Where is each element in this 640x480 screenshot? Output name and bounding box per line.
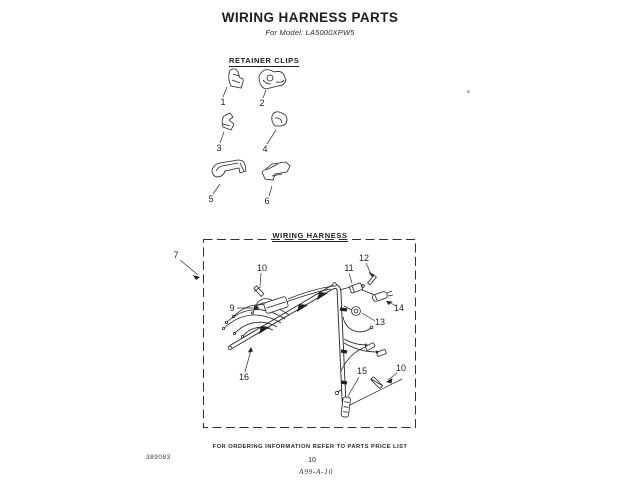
retainer-clip-part-1 — [220, 69, 243, 107]
svg-text:15: 15 — [356, 366, 368, 376]
svg-text:12: 12 — [358, 253, 370, 263]
connector-14 — [362, 290, 393, 302]
svg-text:14: 14 — [393, 303, 405, 313]
callout-12 — [359, 253, 376, 285]
callout-15 — [348, 366, 367, 396]
callout-7 — [173, 250, 200, 280]
part-number-label: 5 — [208, 194, 214, 204]
svg-text:13: 13 — [374, 317, 386, 327]
part-number-label: 6 — [264, 196, 270, 206]
retainer-clip-part-6 — [262, 162, 290, 206]
connector-11 — [340, 283, 364, 294]
wiring-harness-diagram — [170, 238, 420, 434]
svg-text:11: 11 — [344, 263, 354, 273]
callout-16 — [239, 347, 253, 382]
callout-10-top — [252, 263, 267, 298]
handwritten-reference: A99-A-10 — [299, 467, 333, 476]
retainer-clips-heading: RETAINER CLIPS — [229, 56, 300, 65]
part-number-label: 1 — [220, 97, 226, 107]
document-code: 389083 — [146, 454, 171, 461]
retainer-clip-part-2 — [259, 70, 286, 108]
svg-text:10: 10 — [256, 263, 268, 273]
svg-text:10: 10 — [395, 363, 407, 373]
callout-11 — [344, 263, 353, 283]
page-header — [0, 10, 620, 37]
svg-text:16: 16 — [238, 372, 250, 382]
scan-artifact-dot — [467, 90, 470, 93]
callout-13 — [362, 313, 385, 327]
harness-main-cable — [228, 283, 347, 401]
ordering-note: FOR ORDERING INFORMATION REFER TO PARTS PRICE LIST — [212, 444, 408, 450]
end-connector — [341, 379, 402, 417]
part-number-label: 2 — [259, 98, 265, 108]
page-number: 10 — [308, 457, 316, 464]
model-subtitle: For Model: LA5000XPW5 — [265, 28, 355, 37]
part-number-label: 4 — [262, 144, 268, 154]
svg-text:9: 9 — [229, 303, 235, 313]
retainer-clip-part-5 — [208, 160, 246, 204]
callout-14 — [386, 301, 404, 313]
wiring-harness-heading: WIRING HARNESS — [272, 231, 348, 240]
retainer-clips-diagram — [195, 62, 330, 210]
part-number-label: 3 — [216, 143, 222, 153]
retainer-clip-part-3 — [216, 113, 234, 153]
page-title: WIRING HARNESS PARTS — [221, 10, 399, 25]
retainer-clip-part-4 — [262, 112, 287, 154]
callout-10-bottom — [371, 363, 406, 389]
svg-text:7: 7 — [173, 250, 179, 260]
loop-wire — [343, 317, 373, 332]
